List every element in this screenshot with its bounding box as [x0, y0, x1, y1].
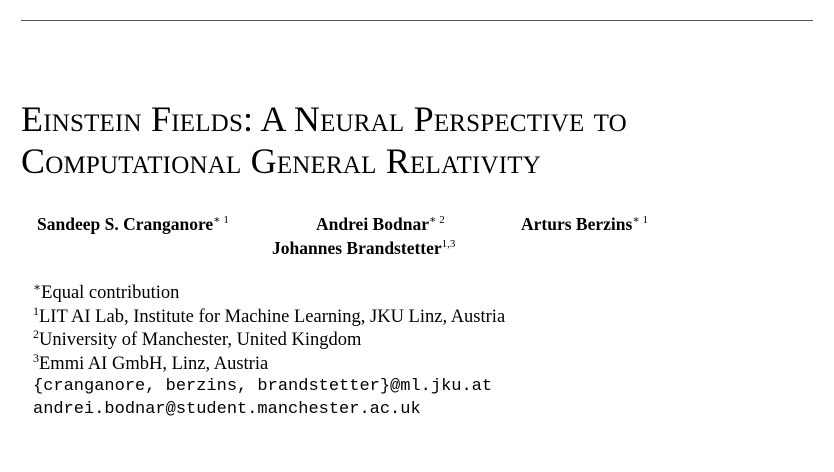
author-marks: ∗ 1 — [213, 214, 229, 226]
author-name: Johannes Brandstetter — [272, 238, 442, 258]
author — [521, 214, 648, 235]
author — [272, 238, 455, 259]
affiliation-line — [33, 350, 505, 377]
top-rule — [21, 20, 813, 21]
email-line: andrei.bodnar@student.manchester.ac.uk — [33, 399, 421, 419]
affiliation-text: Equal contribution — [41, 283, 180, 303]
author-name: Andrei Bodnar — [316, 214, 429, 234]
affiliation-mark: ∗ — [33, 280, 42, 294]
title-line-2: Computational General Relativity — [21, 141, 541, 181]
affiliation-line — [33, 329, 505, 353]
affiliation-mark: 1 — [33, 303, 39, 318]
author-marks: ∗ 2 — [428, 214, 445, 226]
affiliation-mark: 3 — [33, 350, 39, 365]
affiliations — [33, 282, 505, 421]
affiliation-text: Emmi AI GmbH, Linz, Austria — [39, 353, 269, 374]
email-block — [33, 376, 505, 421]
affiliation-mark: 2 — [33, 327, 39, 341]
author-name: Arturs Berzins — [521, 214, 633, 234]
email-line: {cranganore, berzins, brandstetter}@ml.jku.at — [33, 377, 493, 396]
affiliation-line — [33, 303, 506, 330]
author-marks: 1,3 — [441, 238, 456, 250]
affiliation-text: LIT AI Lab, Institute for Machine Learning, JKU Linz, Austria — [39, 306, 506, 327]
affiliation-text: University of Manchester, United Kingdom — [39, 330, 362, 350]
author — [37, 214, 229, 235]
paper-title — [21, 98, 821, 182]
author — [316, 214, 445, 235]
affiliation-line — [33, 282, 505, 306]
title-line-1: Einstein Fields: A Neural Perspective to — [21, 99, 627, 139]
author-marks: ∗ 1 — [632, 214, 649, 226]
author-name: Sandeep S. Cranganore — [37, 214, 214, 234]
